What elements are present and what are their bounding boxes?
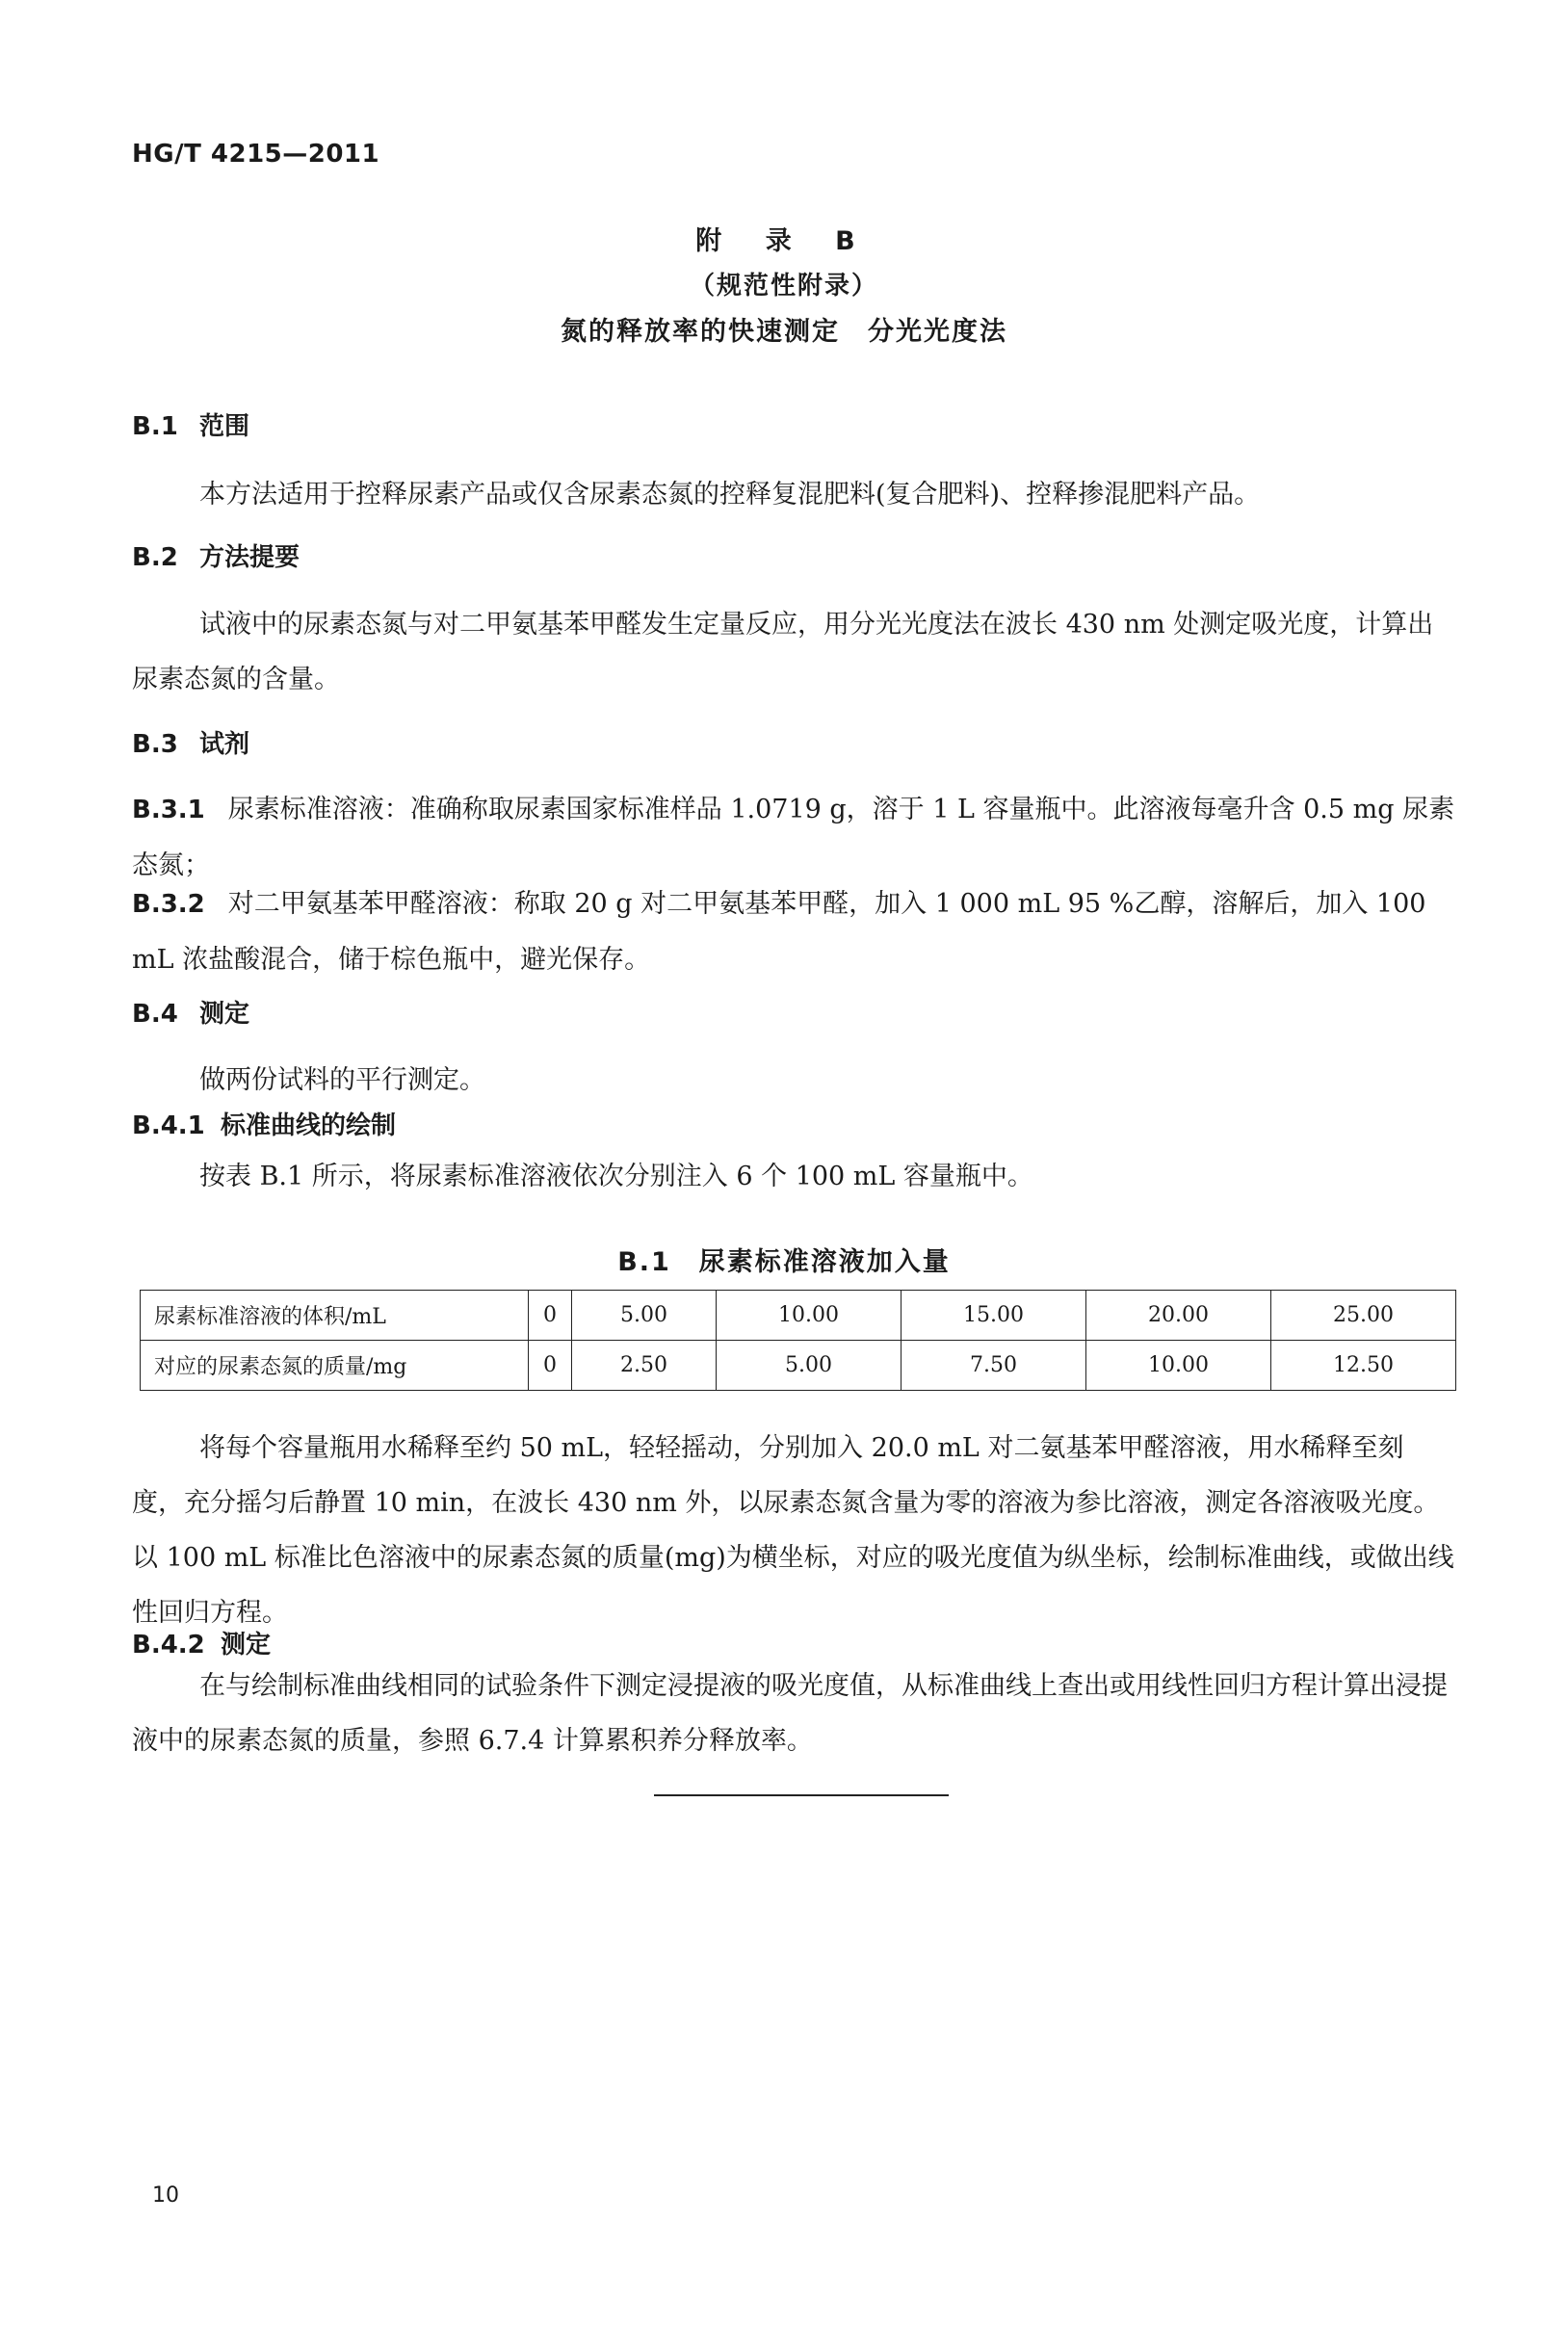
row-label: 尿素标准溶液的体积/mL (141, 1291, 529, 1341)
table-b1 (140, 1290, 1456, 1391)
section-number: B.3.1 (132, 796, 205, 824)
annex-title: 附 录 B (695, 226, 873, 256)
table-row (141, 1291, 1456, 1341)
page-number: 10 (152, 2183, 179, 2208)
table-cell: 15.00 (901, 1291, 1085, 1341)
table-cell: 2.50 (572, 1341, 717, 1391)
section-b41-procedure: 将每个容量瓶用水稀释至约 50 mL，轻轻摇动，分别加入 20.0 mL 对二氨基苯甲醛溶液，用水稀释至刻度，充分摇匀后静置 10 min，在波长 430 nm 外，以尿素态氮含量为零的溶液为参比溶液，测定各溶液吸光度。以 100 mL 标准比色溶液中的尿素态氮的质量(mg)为横坐标，对应的吸光度值为纵坐标，绘制标准曲线，或做出线性回归方程。 (132, 1433, 1454, 1628)
section-title: 范围 (199, 412, 250, 441)
section-b1-text: 本方法适用于控释尿素产品或仅含尿素态氮的控释复混肥料(复合肥料)、控释掺混肥料产品。 (199, 480, 1261, 510)
section-title: 测定 (199, 1000, 250, 1029)
section-b2-heading (132, 537, 300, 573)
section-b41-heading (132, 1106, 396, 1141)
section-number: B.3.2 (132, 890, 205, 919)
table-cell: 5.00 (572, 1291, 717, 1341)
annex-nature: （规范性附录） (689, 272, 878, 301)
section-title: 方法提要 (199, 543, 301, 572)
section-title: 试剂 (199, 730, 250, 759)
table-cell: 0 (529, 1341, 572, 1391)
section-number: B.1 (132, 412, 178, 441)
table-cell: 7.50 (901, 1341, 1085, 1391)
section-b32 (132, 876, 1455, 987)
annex-name: 氮的释放率的快速测定 分光光度法 (561, 317, 1007, 347)
end-rule (654, 1794, 949, 1796)
table-row (141, 1341, 1456, 1391)
table-cell: 20.00 (1085, 1291, 1270, 1341)
table-cell: 10.00 (1085, 1341, 1270, 1391)
section-number: B.4.2 (132, 1631, 205, 1660)
section-title: 测定 (221, 1631, 272, 1660)
section-b2-text: 试液中的尿素态氮与对二甲氨基苯甲醛发生定量反应，用分光光度法在波长 430 nm 处测定吸光度，计算出尿素态氮的含量。 (132, 610, 1434, 694)
section-number: B.2 (132, 543, 178, 572)
standard-code: HG/T 4215—2011 (132, 140, 380, 169)
section-b31-text: 尿素标准溶液：准确称取尿素国家标准样品 1.0719 g，溶于 1 L 容量瓶中。此溶液每毫升含 0.5 mg 尿素态氮； (132, 795, 1455, 880)
section-b42-text: 在与绘制标准曲线相同的试验条件下测定浸提液的吸光度值，从标准曲线上查出或用线性回归方程计算出浸提液中的尿素态氮的质量，参照 6.7.4 计算累积养分释放率。 (132, 1671, 1448, 1756)
section-b3-heading (132, 724, 249, 760)
row-label: 对应的尿素态氮的质量/mg (141, 1341, 529, 1391)
section-number: B.4.1 (132, 1111, 205, 1140)
section-number: B.3 (132, 730, 178, 759)
table-cell: 25.00 (1270, 1291, 1455, 1341)
table-cell: 0 (529, 1291, 572, 1341)
section-title: 标准曲线的绘制 (221, 1111, 397, 1140)
section-b42-heading (132, 1625, 271, 1660)
table-cell: 12.50 (1270, 1341, 1455, 1391)
section-b32-text: 对二甲氨基苯甲醛溶液：称取 20 g 对二甲氨基苯甲醛，加入 1 000 mL 95 %乙醇，溶解后，加入 100 mL 浓盐酸混合，储于棕色瓶中，避光保存。 (132, 889, 1426, 975)
table-cell: 5.00 (716, 1341, 901, 1391)
section-b4-text: 做两份试料的平行测定。 (199, 1065, 485, 1095)
table-caption: B.1 尿素标准溶液加入量 (617, 1247, 951, 1277)
section-b1-heading (132, 406, 249, 442)
table-cell: 10.00 (716, 1291, 901, 1341)
section-number: B.4 (132, 1000, 178, 1029)
section-b41-text: 按表 B.1 所示，将尿素标准溶液依次分别注入 6 个 100 mL 容量瓶中。 (199, 1162, 1033, 1191)
section-b4-heading (132, 994, 249, 1030)
